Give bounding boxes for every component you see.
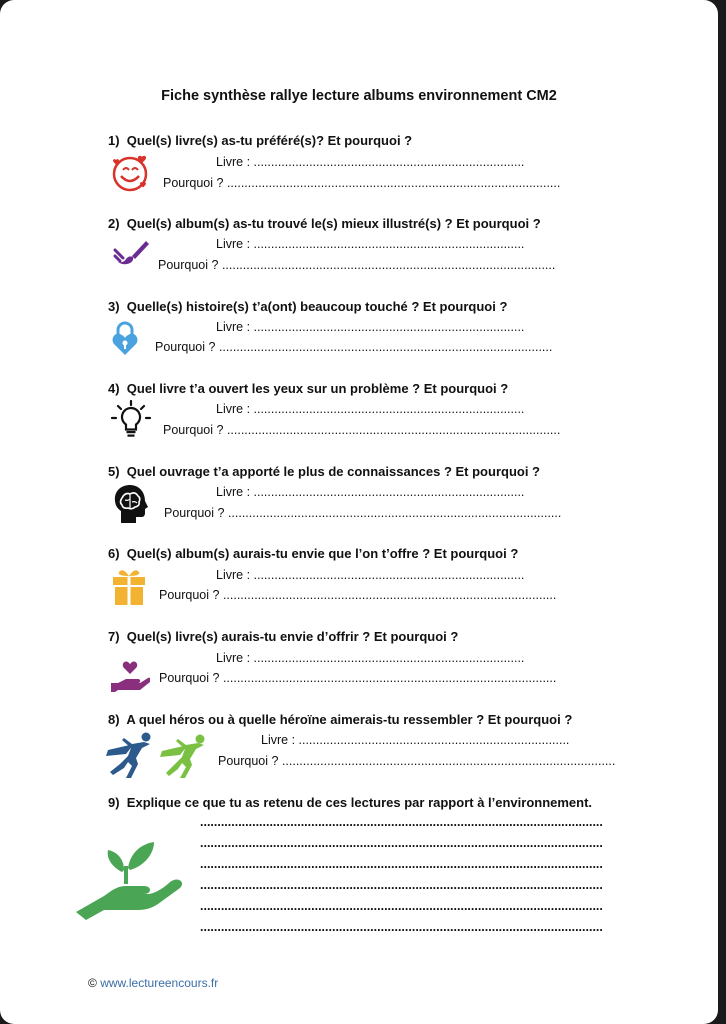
- website-link[interactable]: www.lectureencours.fr: [100, 976, 219, 990]
- answer-dots: ................................................................................................: [226, 176, 561, 190]
- answer-dots: ..............................................................................: [253, 237, 525, 251]
- answer-dots: ..............................................................................: [253, 568, 525, 582]
- answer-dots: ..............................................................................: [253, 651, 525, 665]
- question-number: 9): [108, 795, 120, 810]
- question-text: A quel héros ou à quelle héroïne aimerais-tu ressembler ? Et pourquoi ?: [126, 712, 573, 727]
- answer-dots: ................................................................................................: [221, 258, 556, 272]
- answer-dots: ..............................................................................: [253, 402, 525, 416]
- pourquoi-label: Pourquoi ?: [155, 340, 219, 354]
- question-text: Quel livre t’a ouvert les yeux sur un problème ? Et pourquoi ?: [126, 381, 509, 396]
- pourquoi-label: Pourquoi ?: [218, 754, 282, 768]
- question-number: 1): [108, 133, 120, 148]
- answer-dots: ....................................................................................................................: [200, 920, 603, 934]
- livre-line[interactable]: [216, 402, 576, 416]
- question-number: 4): [108, 381, 120, 396]
- livre-label: Livre :: [216, 237, 254, 251]
- question-4: [108, 381, 508, 396]
- question-2: [108, 216, 541, 231]
- question-number: 6): [108, 546, 120, 561]
- hand-heart-icon: [110, 659, 150, 698]
- head-brain-icon: [112, 483, 150, 530]
- livre-label: Livre :: [216, 402, 254, 416]
- question-text: Quel ouvrage t’a apporté le plus de connaissances ? Et pourquoi ?: [126, 464, 540, 479]
- pourquoi-line[interactable]: [158, 258, 636, 272]
- page-title: Fiche synthèse rallye lecture albums environnement CM2: [161, 88, 557, 104]
- livre-label: Livre :: [216, 320, 254, 334]
- pourquoi-label: Pourquoi ?: [158, 258, 222, 272]
- answer-dots: ................................................................................................: [281, 754, 616, 768]
- footer: [88, 976, 218, 990]
- pourquoi-label: Pourquoi ?: [159, 671, 223, 685]
- pourquoi-line[interactable]: [163, 423, 638, 437]
- question-text: Quel(s) livre(s) as-tu préféré(s)? Et pourquoi ?: [126, 133, 413, 148]
- livre-label: Livre :: [216, 651, 254, 665]
- livre-label: Livre :: [216, 155, 254, 169]
- question-text: Quelle(s) histoire(s) t’a(ont) beaucoup touché ? Et pourquoi ?: [126, 299, 508, 314]
- question-text: Quel(s) album(s) as-tu trouvé le(s) mieux illustré(s) ? Et pourquoi ?: [126, 216, 541, 231]
- question-text: Quel(s) album(s) aurais-tu envie que l’on t’offre ? Et pourquoi ?: [126, 546, 519, 561]
- answer-dots: ................................................................................................: [218, 340, 553, 354]
- livre-line[interactable]: [216, 320, 576, 334]
- question-6: [108, 546, 518, 561]
- livre-line[interactable]: [261, 733, 621, 747]
- question-number: 7): [108, 629, 120, 644]
- livre-line[interactable]: [216, 485, 576, 499]
- answer-line-3[interactable]: [200, 857, 642, 871]
- livre-label: Livre :: [216, 485, 254, 499]
- question-8: [108, 712, 572, 727]
- answer-line-1[interactable]: [200, 815, 642, 829]
- question-5: [108, 464, 540, 479]
- paintbrush-icon: [112, 238, 150, 271]
- hand-plant-icon: [74, 838, 186, 927]
- answer-dots: ....................................................................................................................: [200, 899, 603, 913]
- livre-line[interactable]: [216, 155, 576, 169]
- question-text: Quel(s) livre(s) aurais-tu envie d’offrir ? Et pourquoi ?: [126, 629, 459, 644]
- answer-dots: ....................................................................................................................: [200, 878, 603, 892]
- livre-line[interactable]: [216, 237, 576, 251]
- gift-icon: [112, 568, 146, 611]
- answer-dots: ................................................................................................: [227, 506, 562, 520]
- livre-line[interactable]: [216, 651, 576, 665]
- pourquoi-line[interactable]: [159, 588, 637, 602]
- livre-label: Livre :: [216, 568, 254, 582]
- pourquoi-label: Pourquoi ?: [164, 506, 228, 520]
- lightbulb-icon: [110, 400, 152, 447]
- pourquoi-line[interactable]: [164, 506, 638, 520]
- answer-dots: ....................................................................................................................: [200, 857, 603, 871]
- livre-label: Livre :: [261, 733, 299, 747]
- question-number: 5): [108, 464, 120, 479]
- pourquoi-label: Pourquoi ?: [159, 588, 223, 602]
- answer-dots: ................................................................................................: [222, 588, 557, 602]
- copyright-symbol: ©: [88, 976, 101, 990]
- answer-dots: ..............................................................................: [253, 155, 525, 169]
- heart-lock-icon: [112, 320, 138, 361]
- answer-line-2[interactable]: [200, 836, 642, 850]
- question-text: Explique ce que tu as retenu de ces lectures par rapport à l’environnement.: [126, 795, 593, 810]
- answer-dots: ..............................................................................: [298, 733, 570, 747]
- question-3: [108, 299, 507, 314]
- question-7: [108, 629, 458, 644]
- answer-dots: ....................................................................................................................: [200, 836, 603, 850]
- question-1: [108, 133, 412, 148]
- question-9: [108, 795, 592, 810]
- pourquoi-label: Pourquoi ?: [163, 176, 227, 190]
- answer-dots: ................................................................................................: [222, 671, 557, 685]
- answer-dots: ..............................................................................: [253, 320, 525, 334]
- pourquoi-label: Pourquoi ?: [163, 423, 227, 437]
- smiley-hearts-icon: [110, 154, 150, 197]
- pourquoi-line[interactable]: [163, 176, 638, 190]
- answer-dots: ....................................................................................................................: [200, 815, 603, 829]
- pourquoi-line[interactable]: [218, 754, 641, 768]
- answer-dots: ................................................................................................: [226, 423, 561, 437]
- question-number: 8): [108, 712, 120, 727]
- question-number: 3): [108, 299, 120, 314]
- answer-line-6[interactable]: [200, 920, 642, 934]
- answer-line-5[interactable]: [200, 899, 642, 913]
- question-number: 2): [108, 216, 120, 231]
- answer-line-4[interactable]: [200, 878, 642, 892]
- livre-line[interactable]: [216, 568, 576, 582]
- pourquoi-line[interactable]: [155, 340, 633, 354]
- pourquoi-line[interactable]: [159, 671, 641, 685]
- superheroes-icon: [104, 730, 208, 785]
- answer-dots: ..............................................................................: [253, 485, 525, 499]
